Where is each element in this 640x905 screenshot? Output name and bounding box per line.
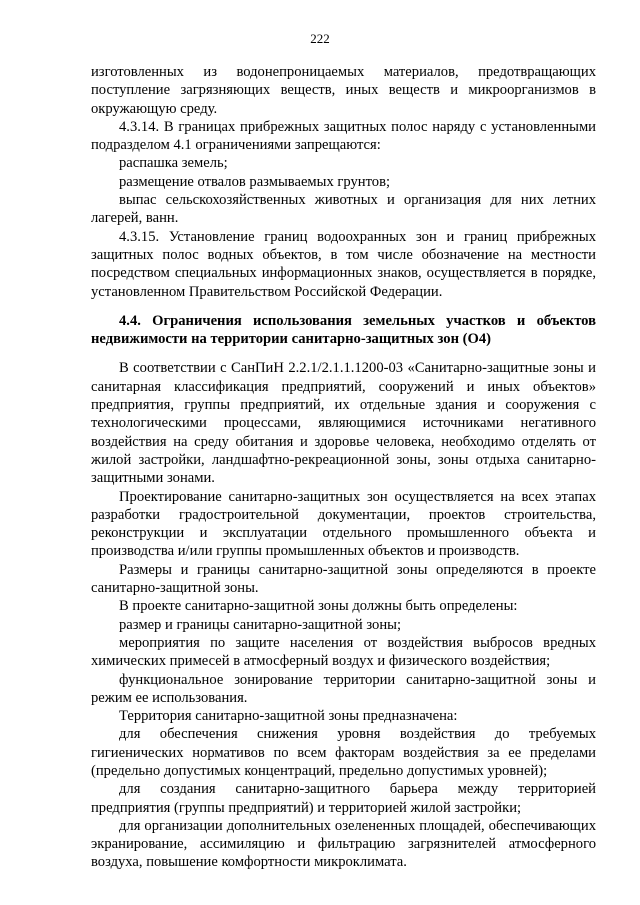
list-item: для создания санитарно-защитного барьера между территорией предприятия (группы предприятий) и территорией жилой застройки; <box>91 781 596 816</box>
paragraph: Территория санитарно-защитной зоны предназначена: <box>119 708 458 725</box>
page-number: 222 <box>310 31 330 46</box>
list-item: выпас сельскохозяйственных животных и организация для них летних лагерей, ванн. <box>91 192 596 227</box>
paragraph-continuation: изготовленных из водонепроницаемых материалов, предотвращающих поступление загрязняющих веществ, иных веществ и микроорганизмов в окружающую среду. <box>91 64 596 117</box>
list-item: размещение отвалов размываемых грунтов; <box>119 173 391 190</box>
list-item: для обеспечения снижения уровня воздействия до требуемых гигиенических нормативов по всем факторам воздействия за ее пределами (предельно допустимых концентраций, предельно допустимых уровней); <box>91 726 596 779</box>
section-heading-4-4: 4.4. Ограничения использования земельных участков и объектов недвижимости на территории санитарно-защитных зон (О4) <box>91 312 596 348</box>
document-body <box>91 63 596 872</box>
paragraph-4-3-14: 4.3.14. В границах прибрежных защитных полос наряду с установленными подразделом 4.1 ограничениями запрещаются: <box>91 118 596 154</box>
list-item: размер и границы санитарно-защитной зоны; <box>119 616 402 633</box>
paragraph: В проекте санитарно-защитной зоны должны быть определены: <box>119 598 518 615</box>
paragraph: Размеры и границы санитарно-защитной зоны определяются в проекте санитарно-защитной зоны. <box>91 561 596 597</box>
list-item: мероприятия по защите населения от воздействия выбросов вредных химических примесей в атмосферный воздух и физического воздействия; <box>91 634 596 670</box>
paragraph: Проектирование санитарно-защитных зон осуществляется на всех этапах разработки градостроительной документации, проектов строительства, реконструкции и эксплуатации отдельного промышленного объекта и производства и/или группы промышленных объектов и производств. <box>91 488 596 560</box>
list-item: функциональное зонирование территории санитарно-защитной зоны и режим ее использования. <box>91 671 596 706</box>
list-item: распашка земель; <box>119 155 228 172</box>
list-item: для организации дополнительных озелененных площадей, обеспечивающих экранирование, ассимиляцию и фильтрацию загрязнителей атмосферного воздуха, повышение комфортности микроклимата. <box>91 817 596 871</box>
paragraph-4-3-15: 4.3.15. Установление границ водоохранных зон и границ прибрежных защитных полос водных объектов, в том числе обозначение на местности посредством специальных информационных знаков, осуществляется в порядке, установленном Правительством Российской Федерации. <box>91 228 596 300</box>
paragraph: В соответствии с СанПиН 2.2.1/2.1.1.1200-03 «Санитарно-защитные зоны и санитарная классификация предприятий, сооружений и иных объектов» предприятия, группы предприятий, их отдельные здания и сооружения с технологическими процессами, являющимися источниками негативного воздействия на среду обитания и здоровье человека, необходимо отделять от жилой застройки, ландшафтно-рекреационной зоны, зоны отдыха санитарно-защитными зонами. <box>91 360 596 487</box>
